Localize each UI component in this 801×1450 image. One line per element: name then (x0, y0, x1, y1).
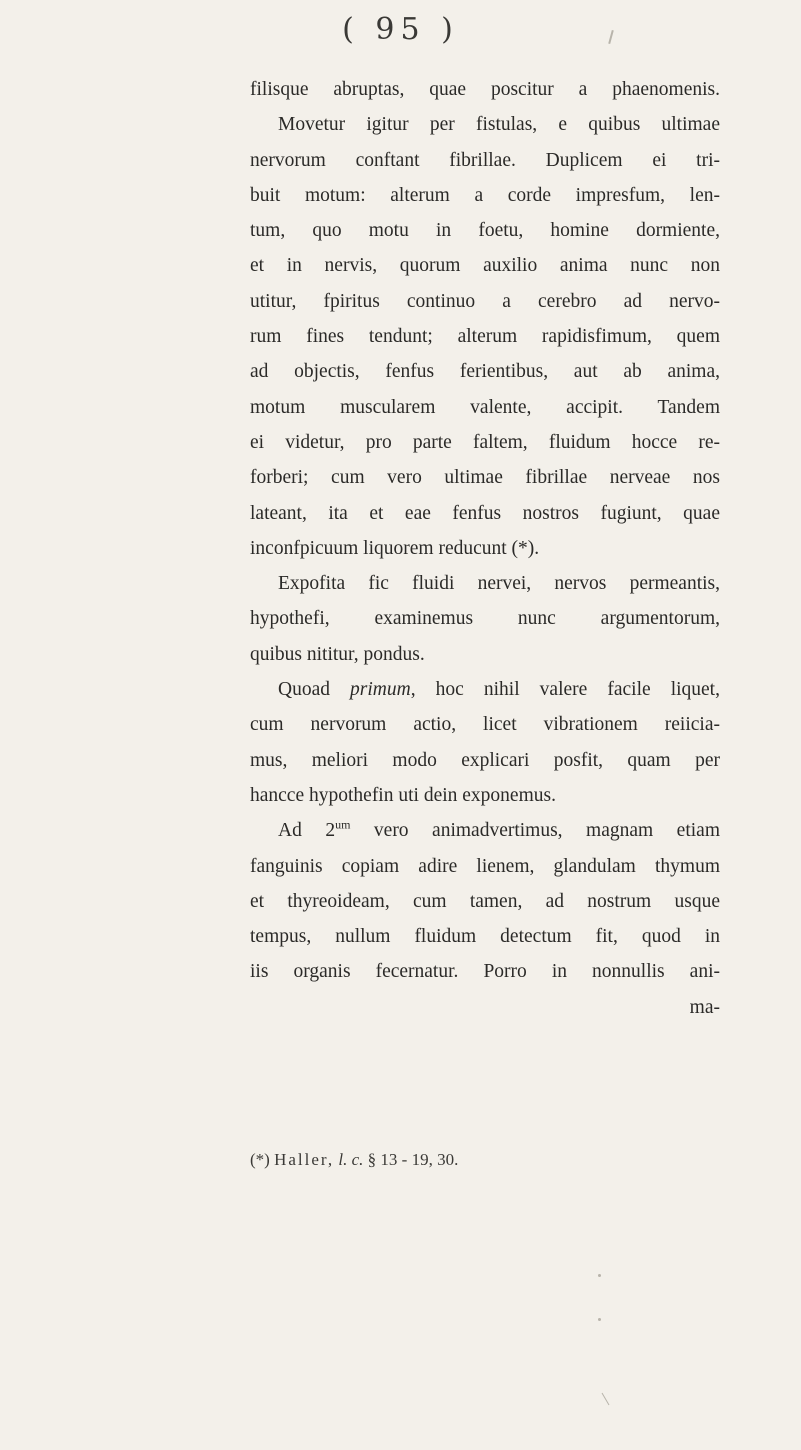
text-line: nervorum conftant fibrillae. Duplicem ei tri- (250, 149, 720, 171)
text-line: Movetur igitur per fistulas, e quibus ultimae (278, 114, 720, 136)
paper-specks (598, 1318, 601, 1321)
body-text (250, 72, 720, 1025)
page-number: ( 95 ) (342, 12, 459, 47)
text-line: utitur, fpiritus continuo a cerebro ad nervo- (250, 290, 720, 312)
text-line: hypothefi, examinemus nunc argumentorum, (250, 608, 720, 630)
primum-line (250, 672, 720, 707)
secundum-before: Ad 2 (278, 820, 336, 842)
text-line: rum fines tendunt; alterum rapidisfimum, quem (250, 326, 720, 348)
text-line: iis organis fecernatur. Porro in nonnullis ani- (250, 961, 720, 983)
text-line: tempus, nullum fluidum detectum fit, quod in (250, 926, 720, 948)
primum-italic: primum (350, 679, 411, 701)
footnote-section: § 13 - 19, 30. (367, 1150, 459, 1169)
primum-before: Quoad (278, 679, 351, 701)
text-line: tum, quo motu in foetu, homine dormiente, (250, 220, 720, 242)
text-line: hancce hypothefin uti dein exponemus. (250, 784, 556, 806)
paper-specks (598, 1274, 601, 1277)
secundum-sup: um (335, 817, 351, 832)
text-line: et in nervis, quorum auxilio anima nunc non (250, 255, 720, 277)
text-line: filisque abruptas, quae poscitur a phaenomenis. (250, 79, 720, 100)
text-line: mus, meliori modo explicari posfit, quam per (250, 749, 720, 771)
text-line: quibus nititur, pondus. (250, 643, 425, 665)
text-line: ad objectis, fenfus ferientibus, aut ab anima, (250, 361, 720, 383)
text-line: forberi; cum vero ultimae fibrillae nerveae nos (250, 467, 720, 489)
text-line: cum nervorum actio, licet vibrationem reiicia- (250, 714, 720, 736)
footnote-ref: l. c. (338, 1150, 364, 1169)
secundum-line (250, 813, 720, 848)
paper-specks (602, 1393, 610, 1406)
text-line: inconfpicuum liquorem reducunt (*). (250, 537, 540, 559)
primum-after: , hoc nihil valere facile liquet, (410, 679, 720, 701)
footnote-author: Haller, (274, 1150, 335, 1169)
footnote (250, 1150, 458, 1170)
text-line: Expofita fic fluidi nervei, nervos permeantis, (278, 573, 720, 595)
text-line: motum muscularem valente, accipit. Tandem (250, 396, 720, 418)
secundum-after: vero animadvertimus, magnam etiam (350, 820, 720, 842)
text-line: fanguinis copiam adire lienem, glandulam thymum (250, 855, 720, 877)
text-line: lateant, ita et eae fenfus nostros fugiunt, quae (250, 502, 720, 524)
footnote-marker: (*) (250, 1150, 270, 1169)
text-line: et thyreoideam, cum tamen, ad nostrum usque (250, 890, 720, 912)
text-line: buit motum: alterum a corde impresfum, len- (250, 184, 720, 206)
text-line: ei videtur, pro parte faltem, fluidum hocce re- (250, 431, 720, 453)
catchword: ma- (689, 996, 720, 1018)
